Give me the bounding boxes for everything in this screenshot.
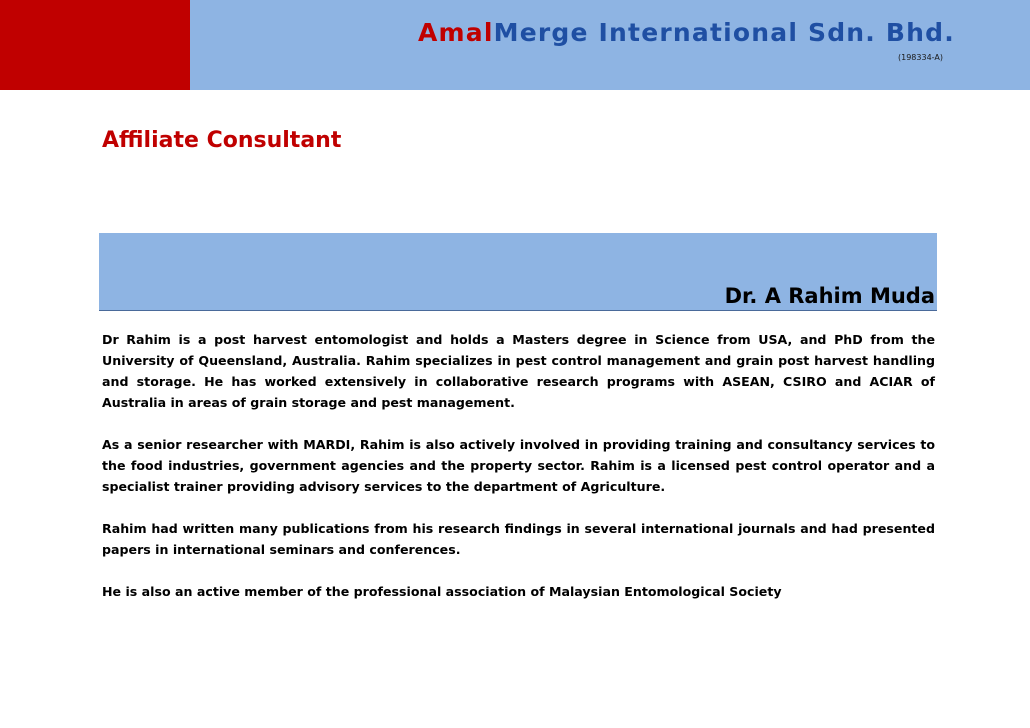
company-name-amal: Amal bbox=[418, 18, 494, 47]
bio-text bbox=[102, 329, 935, 623]
name-band bbox=[99, 233, 937, 311]
bio-paragraph-1: Dr Rahim is a post harvest entomologist and holds a Masters degree in Science from USA, and PhD from the University of Queensland, Australia. Rahim specializes in pest control management and grain post harvest handling and storage. He has worked extensively in collaborative research programs with ASEAN, CSIRO and ACIAR of Australia in areas of grain storage and pest management. bbox=[102, 332, 935, 410]
section-title: Affiliate Consultant bbox=[102, 128, 342, 153]
bio-paragraph-3: Rahim had written many publications from his research findings in several international journals and had presented papers in international seminars and conferences. bbox=[102, 521, 935, 557]
company-name bbox=[418, 18, 955, 48]
company-name-merge: Merge International Sdn. Bhd. bbox=[493, 18, 955, 47]
header-red-block bbox=[0, 0, 190, 90]
registration-number: (198334-A) bbox=[898, 53, 943, 62]
bio-paragraph-4: He is also an active member of the professional association of Malaysian Entomological Society bbox=[102, 584, 782, 599]
bio-paragraph-2: As a senior researcher with MARDI, Rahim is also actively involved in providing training and consultancy services to the food industries, government agencies and the property sector. Rahim is a licensed pest control operator and a specialist trainer providing advisory services to the department of Agriculture. bbox=[102, 437, 935, 494]
name-band-underline bbox=[99, 310, 937, 311]
consultant-name: Dr. A Rahim Muda bbox=[724, 284, 935, 308]
